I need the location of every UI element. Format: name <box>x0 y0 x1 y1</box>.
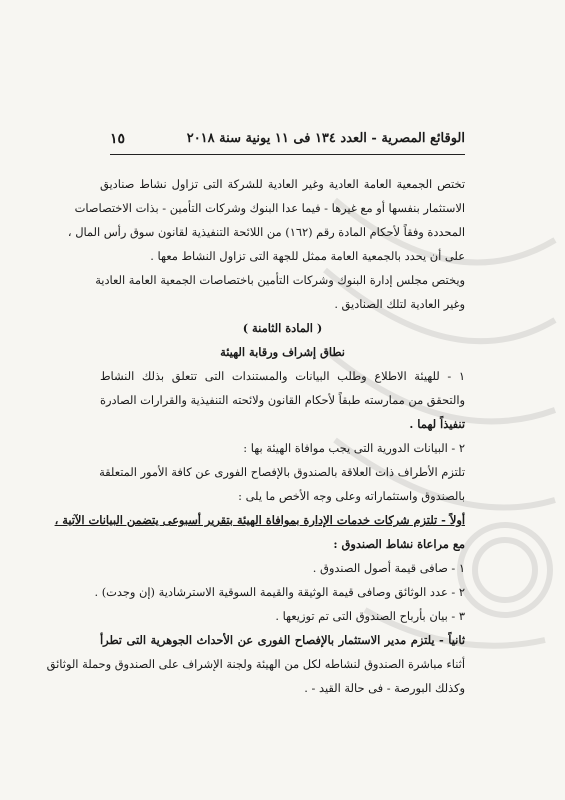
text-line: وغير العادية لتلك الصناديق . <box>334 297 465 311</box>
clause-first: أولاً - تلتزم شركات خدمات الإدارة بموافاة الهيئة بتقرير أسبوعى يتضمن البيانات الآتية ، <box>54 513 465 527</box>
text-line: ٢ - البيانات الدورية التى يجب موافاة الهيئة بها : <box>243 441 465 455</box>
section-heading: نطاق إشراف ورقابة الهيئة <box>220 345 345 359</box>
text-line: الاستثمار بنفسها أو مع غيرها - فيما عدا البنوك وشركات التأمين - بذات الاختصاصات <box>74 201 465 215</box>
text-line: على أن يحدد بالجمعية العامة ممثل للجهة التى تزاول النشاط معها . <box>150 249 465 263</box>
clause-second: ثانياً - يلتزم مدير الاستثمار بالإفصاح الفورى عن الأحداث الجوهرية التى تطرأ <box>100 633 465 647</box>
text-line: مع مراعاة نشاط الصندوق : <box>333 537 465 551</box>
page-header <box>110 131 465 151</box>
text-line: وكذلك البورصة - فى حالة القيد - . <box>304 681 465 695</box>
text-line: بالصندوق واستثماراته وعلى وجه الأخص ما يلى : <box>238 489 465 503</box>
text-line: ١ - للهيئة الاطلاع وطلب البيانات والمستندات التى تتعلق بذلك النشاط <box>100 369 465 383</box>
page-number: ١٥ <box>110 131 126 147</box>
list-item: ٣ - بيان بأرباح الصندوق التى تم توزيعها . <box>275 609 465 623</box>
list-item: ١ - صافى قيمة أصول الصندوق . <box>312 561 465 575</box>
header-rule <box>110 154 465 155</box>
gazette-title: الوقائع المصرية - العدد ١٣٤ فى ١١ يونية سنة ٢٠١٨ <box>186 131 465 146</box>
text-line: أثناء مباشرة الصندوق لنشاطه لكل من الهيئة ولجنة الإشراف على الصندوق وحملة الوثائق <box>46 657 465 671</box>
list-item: ٢ - عدد الوثائق وصافى قيمة الوثيقة والقيمة السوقية الاسترشادية (إن وجدت) . <box>94 585 465 599</box>
article-heading: ( المادة الثامنة ) <box>242 321 323 335</box>
text-line: ويختص مجلس إدارة البنوك وشركات التأمين باختصاصات الجمعية العامة العادية <box>95 273 465 287</box>
text-line: تنفيذاً لهما . <box>409 417 465 431</box>
text-line: المحددة وفقاً لأحكام المادة رقم (١٦٢) من اللائحة التنفيذية لقانون سوق رأس المال ، <box>67 225 465 239</box>
text-line: تختص الجمعية العامة العادية وغير العادية للشركة التى تزاول نشاط صناديق <box>100 177 465 191</box>
text-line: تلتزم الأطراف ذات العلاقة بالصندوق بالإفصاح الفورى عن كافة الأمور المتعلقة <box>99 465 465 479</box>
text-line: والتحقق من ممارسته طبقاً لأحكام القانون ولائحته التنفيذية والقرارات الصادرة <box>100 393 465 407</box>
